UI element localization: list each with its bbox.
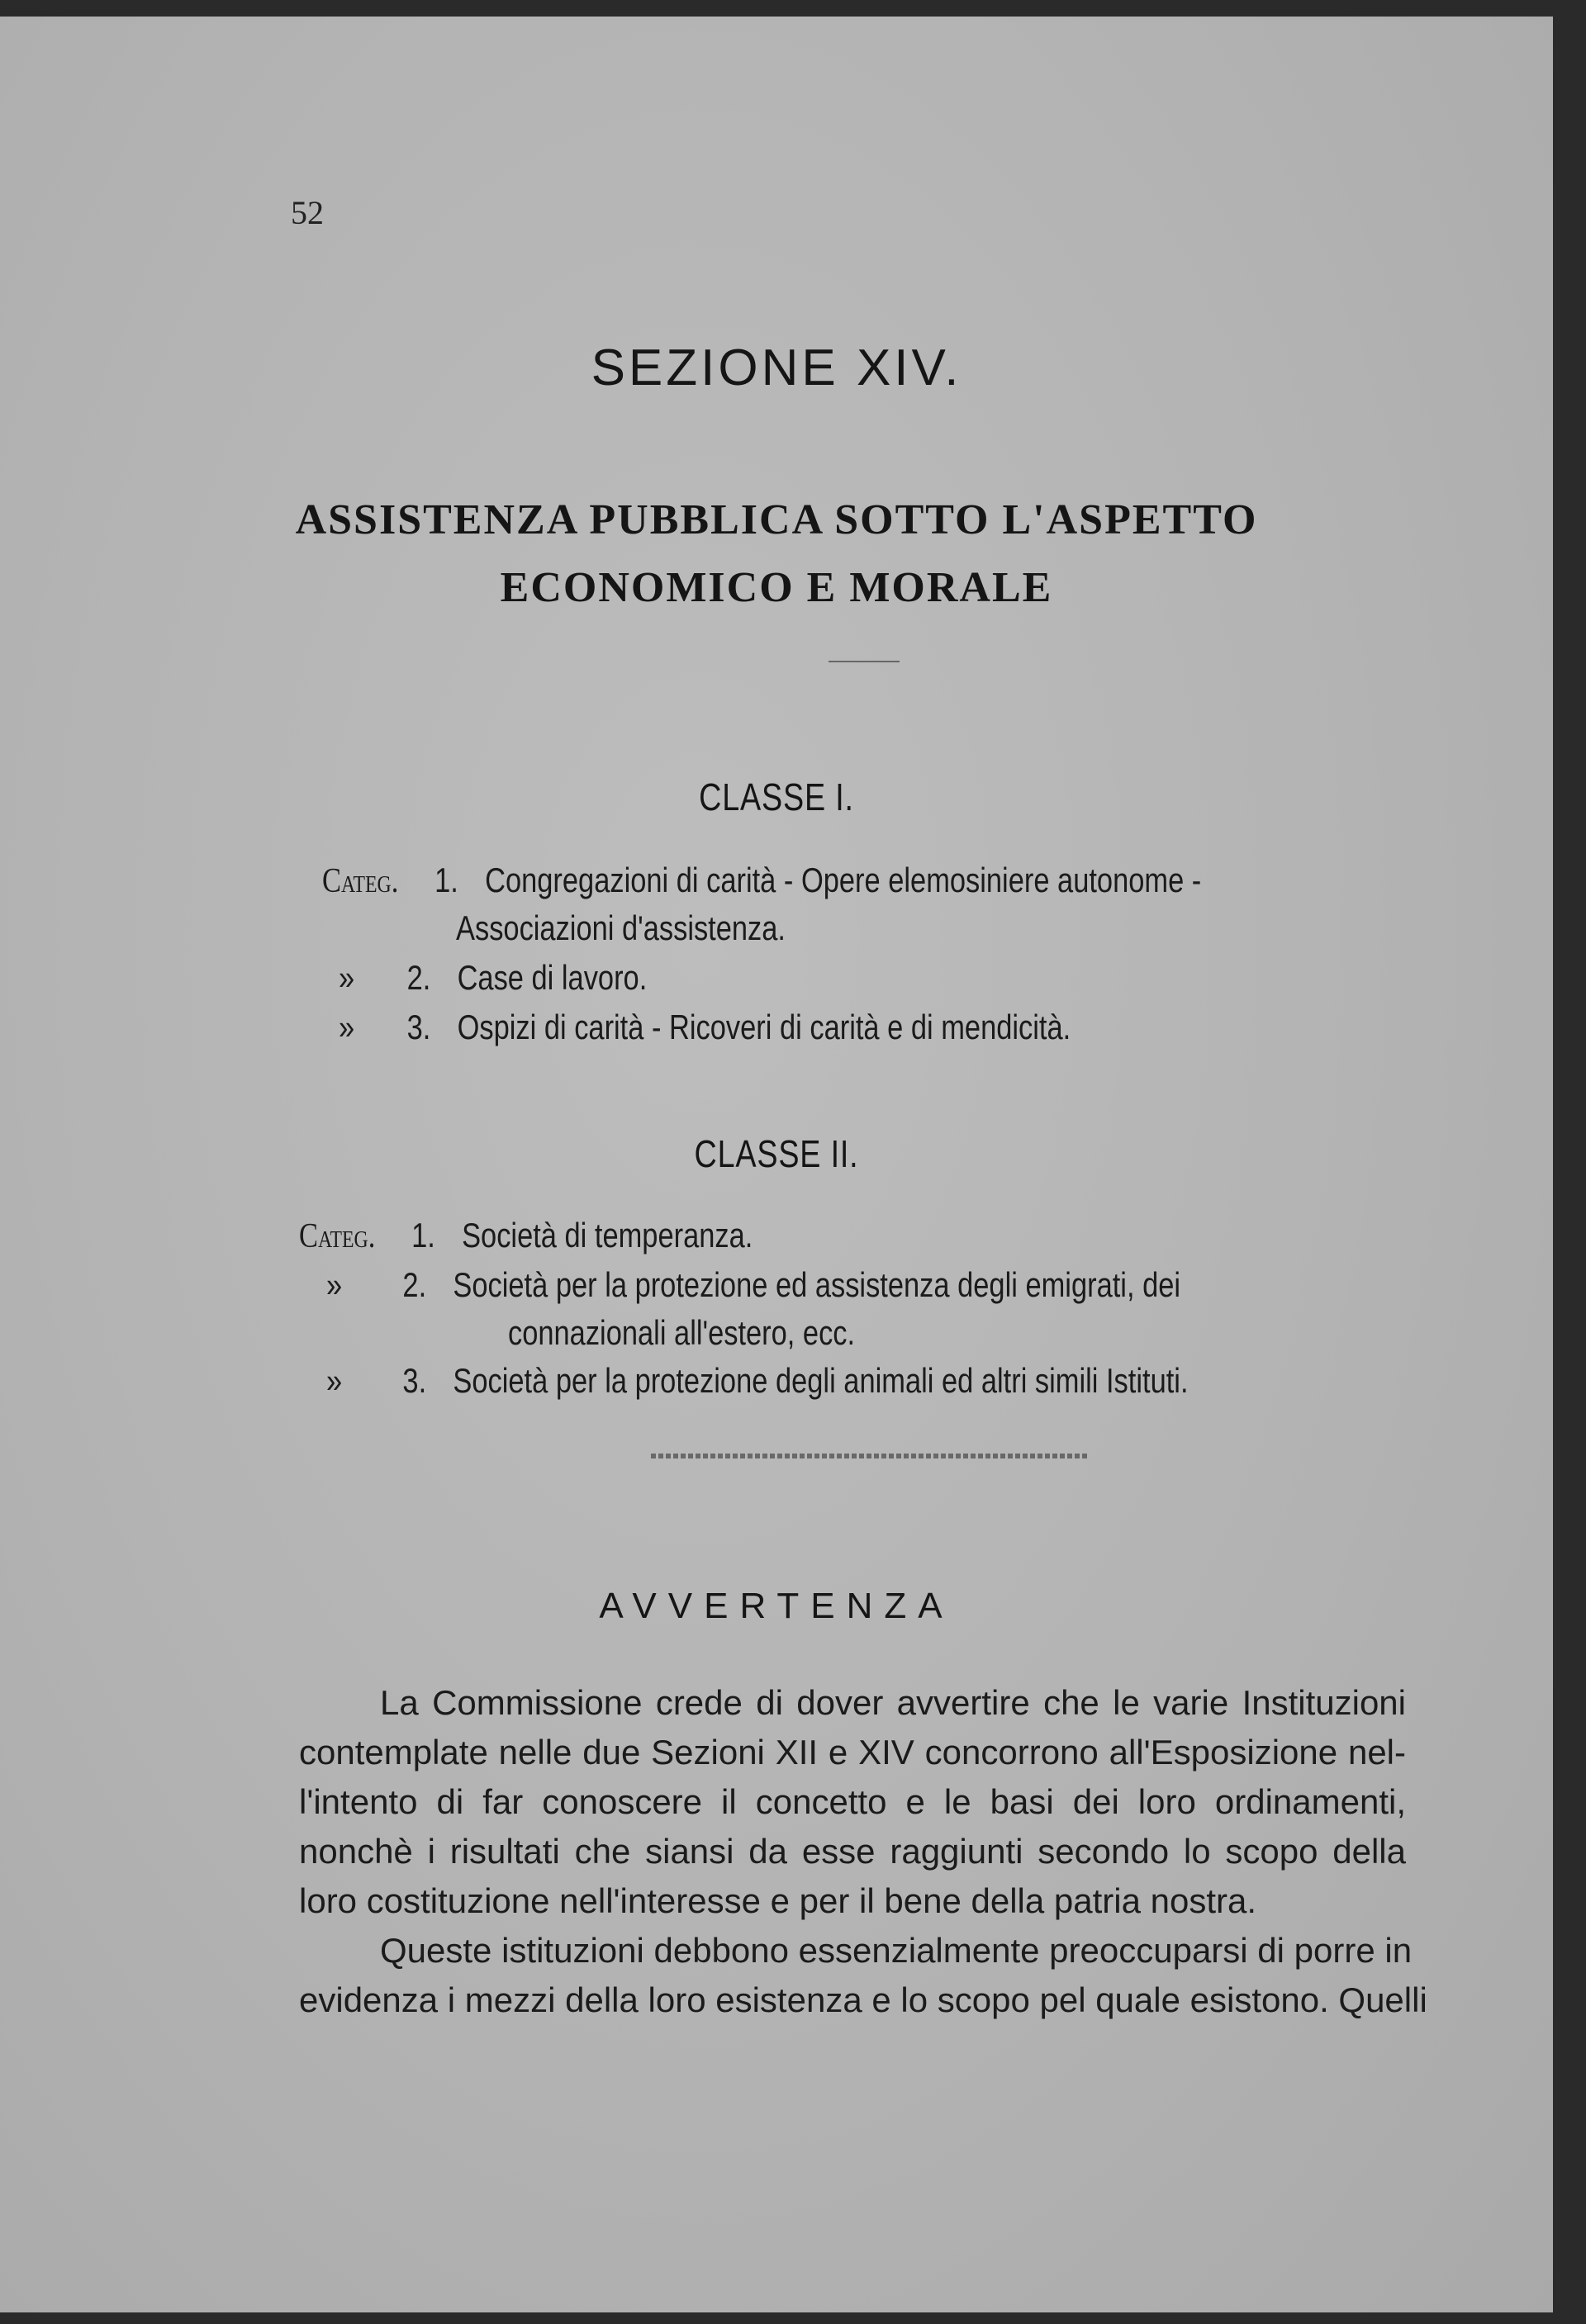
category-text: Società per la protezione ed assistenza degli emigrati, dei xyxy=(453,1265,1181,1304)
section-divider xyxy=(651,1454,1087,1458)
notice-title: AVVERTENZA xyxy=(599,1586,954,1626)
section-title: SEZIONE XIV. xyxy=(591,339,962,396)
title-divider xyxy=(829,661,900,662)
category-text: Ospizi di carità - Ricoveri di carità e di mendicità. xyxy=(457,1008,1071,1046)
class1-category-2 xyxy=(339,958,647,998)
notice-line: evidenza i mezzi della loro esistenza e lo scopo pel quale esistono. Quelli xyxy=(299,1980,1427,2019)
category-lead: Categ. xyxy=(322,862,399,900)
category-text: Società di temperanza. xyxy=(462,1216,753,1254)
notice-line: l'intento di far conoscere il concetto e le basi dei loro ordinamenti, xyxy=(299,1782,1406,1821)
notice-line: Queste istituzioni debbono essenzialmente preoccuparsi di porre in xyxy=(380,1931,1413,1970)
main-title-line-2: ECONOMICO E MORALE xyxy=(500,564,1053,611)
notice-line: loro costituzione nell'interesse e per il bene della patria nostra. xyxy=(299,1881,1257,1920)
category-text: Congregazioni di carità - Opere elemosiniere autonome - xyxy=(485,861,1202,899)
notice-line: La Commissione crede di dover avvertire che le varie Instituzioni xyxy=(380,1683,1406,1722)
class-heading-1: CLASSE I. xyxy=(699,775,854,818)
main-title-line-1: ASSISTENZA PUBBLICA SOTTO L'ASPETTO xyxy=(295,496,1258,543)
category-number: 3. xyxy=(402,1361,427,1400)
ditto-mark: » xyxy=(339,1008,355,1046)
category-number: 3. xyxy=(406,1008,431,1046)
class2-category-1 xyxy=(299,1216,753,1256)
category-lead: Categ. xyxy=(299,1217,376,1255)
class2-category-3 xyxy=(326,1361,1189,1401)
class2-category-2 xyxy=(326,1265,1180,1305)
class2-category-2-cont xyxy=(508,1313,855,1353)
category-text: Società per la protezione degli animali ed altri simili Istituti. xyxy=(453,1361,1189,1400)
class1-category-3 xyxy=(339,1008,1071,1047)
notice-line: contemplate nelle due Sezioni XII e XIV concorrono all'Esposizione nel- xyxy=(299,1733,1406,1771)
class1-category-1 xyxy=(322,861,1201,901)
ditto-mark: » xyxy=(326,1361,343,1400)
category-text: Associazioni d'assistenza. xyxy=(456,908,786,947)
ditto-mark: » xyxy=(326,1265,343,1304)
category-number: 2. xyxy=(402,1265,427,1304)
category-number: 1. xyxy=(434,861,458,899)
category-number: 1. xyxy=(411,1216,435,1254)
page-number: 52 xyxy=(291,194,324,231)
class1-category-1-cont xyxy=(456,908,786,948)
document-page xyxy=(0,17,1553,2312)
ditto-mark: » xyxy=(339,958,355,997)
category-number: 2. xyxy=(406,958,431,997)
notice-line: nonchè i risultati che siansi da esse raggiunti secondo lo scopo della xyxy=(299,1832,1406,1871)
category-text: Case di lavoro. xyxy=(457,958,648,997)
category-text: connazionali all'estero, ecc. xyxy=(508,1313,856,1352)
class-heading-2: CLASSE II. xyxy=(694,1132,859,1175)
